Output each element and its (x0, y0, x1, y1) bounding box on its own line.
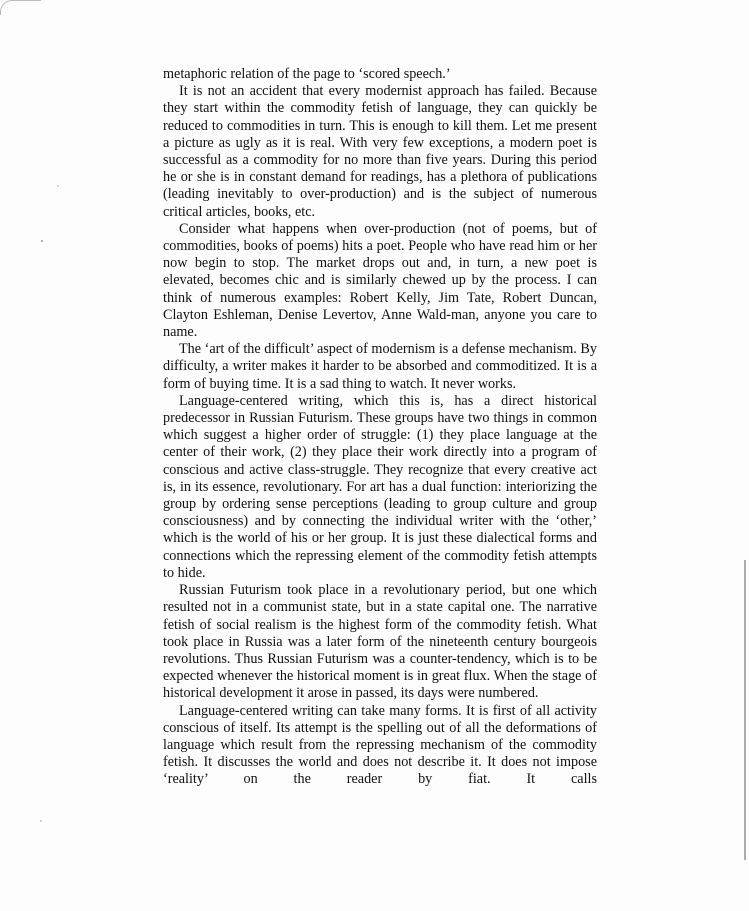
paragraph-russian-futurism-predecessor: Language-centered writing, which this is, has a direct historical predecessor in Russian Futurism. These groups have two things in common which suggest a higher order of struggle: (1) they place language at the center of their work, (2) they place their work directly into a program of conscious and active class-struggle. They recognize that every creative act is, in its essence, revolutionary. For art has a dual function: interiorizing the group by ordering sense perceptions (leading to group culture and group consciousness) and by connecting the individual writer with the ‘other,’ which is the world of his or her group. It is just these dialectical forms and connections which the repressing element of the commodity fetish attempts to hide. (163, 392, 597, 581)
paragraph-language-centered-forms: Language-centered writing can take many forms. It is first of all activity conscious of itself. Its attempt is the spelling out of all the deformations of language which result from the repressing mechanism of the commodity fetish. It discusses the world and does not describe it. It does not impose ‘reality’ on the reader by fiat. It calls (163, 702, 597, 788)
paragraph-continuation: metaphoric relation of the page to ‘scored speech.’ (163, 66, 451, 82)
scan-speck (57, 185, 59, 187)
paragraph-modernist-failure: It is not an accident that every modernist approach has failed. Because they start within the commodity fetish of language, they can quickly be reduced to commodities in turn. This is enough to kill them. Let me present a picture as ugly as it is real. With very few exceptions, a modern poet is successful as a commodity for no more than five years. During this period he or she is in constant demand for readings, has a plethora of publications (leading inevitably to over-production) and is the subject of numerous critical articles, books, etc. (163, 83, 597, 220)
paragraph-revolutionary-period: Russian Futurism took place in a revolutionary period, but one which resulted not in a communist state, but in a state capital one. The narrative fetish of social realism is the highest form of the commodity fetish. What took place in Russia was a later form of the nineteenth century bourgeois revolutions. Thus Russian Futurism was a counter-tendency, which is to be expected whenever the historical moment is in great flux. When the stage of historical development it arose in passed, its days were numbered. (163, 582, 597, 702)
scan-edge-line (744, 560, 746, 860)
page-corner-mark (0, 0, 41, 15)
scan-speck (40, 820, 42, 822)
scan-speck (41, 240, 43, 242)
paragraph-art-of-difficult: The ‘art of the difficult’ aspect of modernism is a defense mechanism. By difficulty, a writer makes it harder to be absorbed and commoditized. It is a form of buying time. It is a sad thing to watch. It never works. (163, 341, 597, 392)
paragraph-over-production: Consider what happens when over-production (not of poems, but of commodities, books of poems) hits a poet. People who have read him or her now begin to stop. The market drops out and, in turn, a new poet is elevated, becomes chic and is similarly chewed up by the process. I can think of numerous examples: Robert Kelly, Jim Tate, Robert Duncan, Clayton Eshleman, Denise Levertov, Anne Wald-man, anyone you care to name. (163, 220, 597, 341)
body-text (163, 66, 597, 789)
